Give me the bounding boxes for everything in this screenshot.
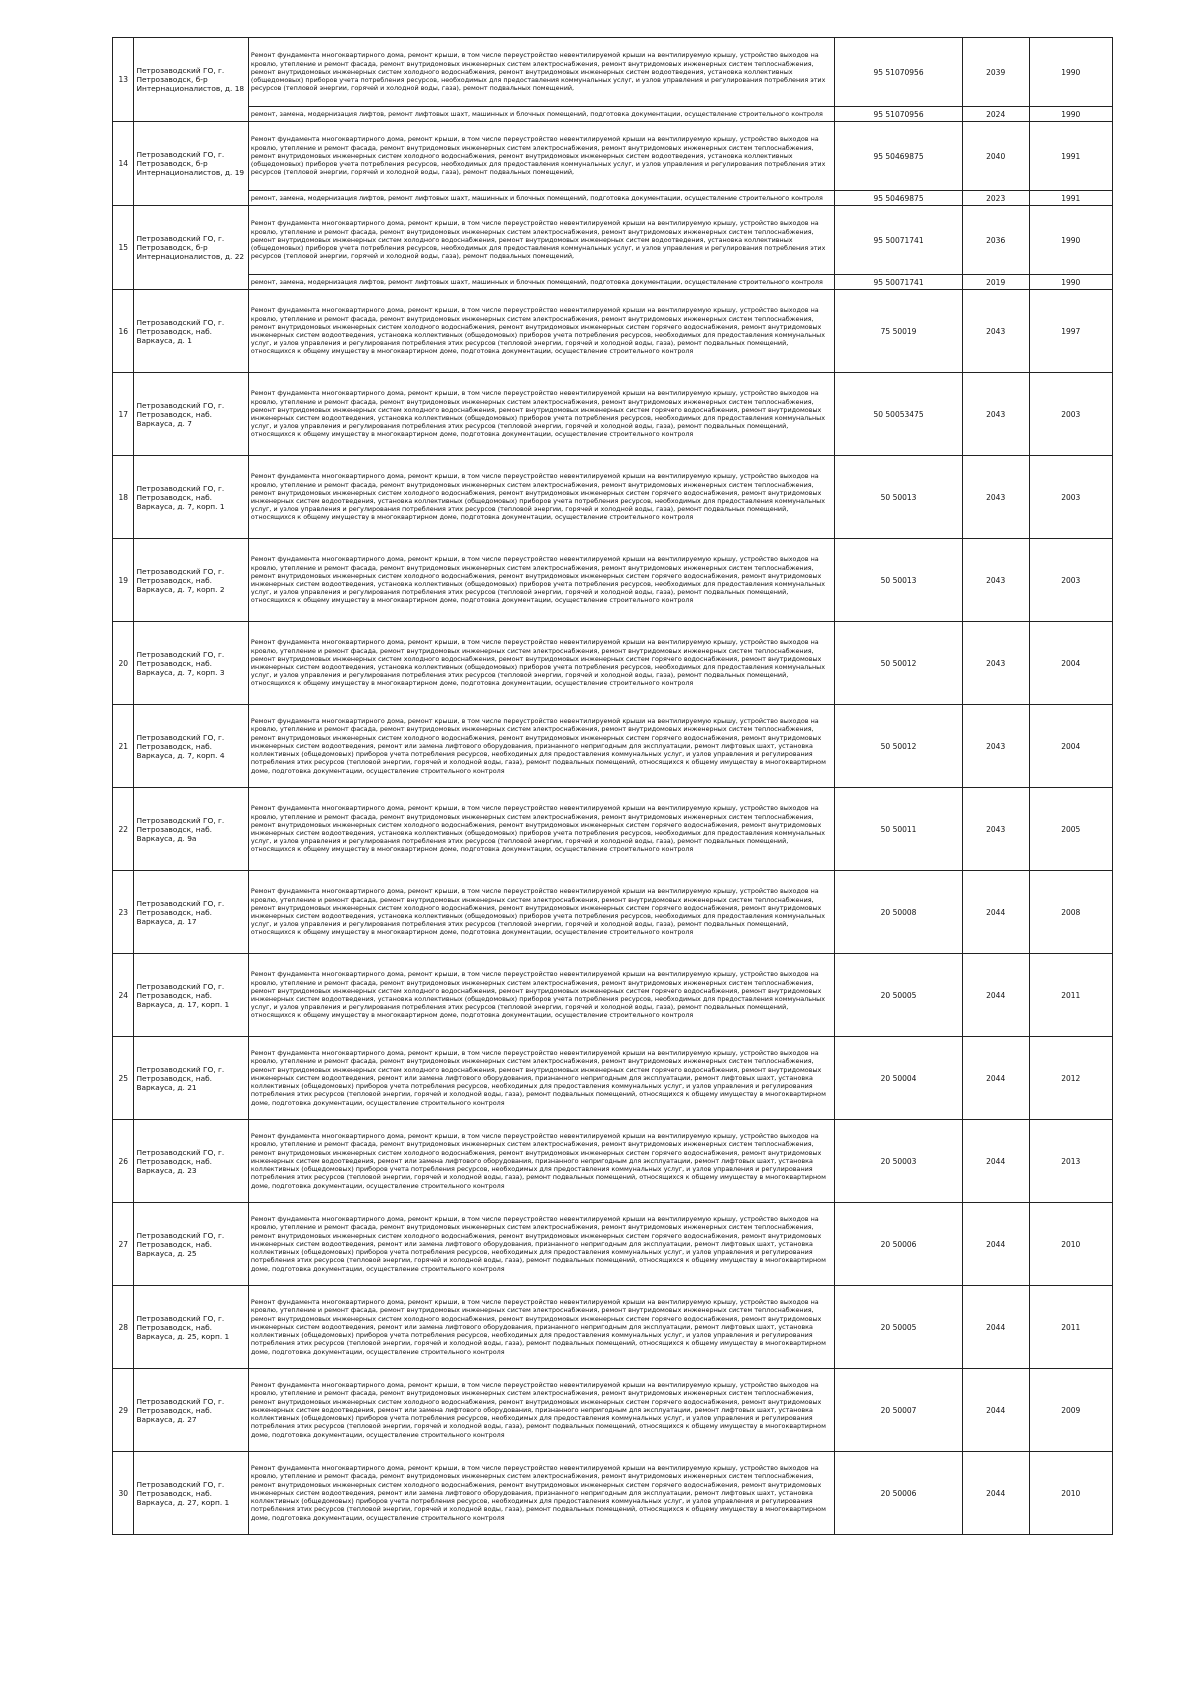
year-built: 1991 [1029,191,1112,206]
row-number: 23 [113,871,134,954]
house-address: Петрозаводский ГО, г. Петрозаводск, наб. Варкауса, д. 17 [134,871,248,954]
planned-year: 2044 [962,954,1029,1037]
house-address: Петрозаводский ГО, г. Петрозаводск, наб. Варкауса, д. 23 [134,1120,248,1203]
works-description: Ремонт фундамента многоквартирного дома, ремонт крыши, в том числе переустройство невентилируемой крыши на вентилируемую крышу, устройство выходов на кровлю, утепление и ремонт фасада, ремонт внутридомовых инженерных систем электроснабжения, ремонт внутридомовых инженерных систем теплоснабжения, ремонт внутридомовых инженерных систем холодного водоснабжения, ремонт внутридомовых инженерных систем горячего водоснабжения, ремонт внутридомовых инженерных систем водоотведения, ремонт или замена лифтового оборудования, признанного непригодным для эксплуатации, ремонт лифтовых шахт, установка коллективных (общедомовых) приборов учета потребления ресурсов, необходимых для предоставления коммунальных услуг, и узлов управления и регулирования потребления этих ресурсов (тепловой энергии, горячей и холодной воды, газа), ремонт подвальных помещений, относящихся к общему имуществу в многоквартирном доме, подготовка документации, осуществление строительного контроля [248,1286,834,1369]
house-address: Петрозаводский ГО, г. Петрозаводск, наб. Варкауса, д. 7, корп. 2 [134,539,248,622]
year-built: 2003 [1029,456,1112,539]
planned-year: 2043 [962,788,1029,871]
table-row [113,456,1113,539]
year-built: 2010 [1029,1452,1112,1535]
table-row [113,1203,1113,1286]
year-built: 2003 [1029,373,1112,456]
works-description: Ремонт фундамента многоквартирного дома, ремонт крыши, в том числе переустройство невентилируемой крыши на вентилируемую крышу, устройство выходов на кровлю, утепление и ремонт фасада, ремонт внутридомовых инженерных систем электроснабжения, ремонт внутридомовых инженерных систем теплоснабжения, ремонт внутридомовых инженерных систем холодного водоснабжения, ремонт внутридомовых инженерных систем горячего водоснабжения, ремонт внутридомовых инженерных систем водоотведения, установка коллективных (общедомовых) приборов учета потребления ресурсов, необходимых для предоставления коммунальных услуг, и узлов управления и регулирования потребления этих ресурсов (тепловой энергии, горячей и холодной воды, газа), ремонт подвальных помещений, относящихся к общему имуществу в многоквартирном доме, подготовка документации, осуществление строительного контроля [248,456,834,539]
year-built: 2005 [1029,788,1112,871]
planned-year: 2044 [962,1369,1029,1452]
year-built: 2008 [1029,871,1112,954]
house-code: 50 50013 [835,456,963,539]
house-code: 50 50053475 [835,373,963,456]
row-number: 29 [113,1369,134,1452]
works-description: ремонт, замена, модернизация лифтов, ремонт лифтовых шахт, машинных и блочных помещений, подготовка документации, осуществление строительного контроля [248,107,834,122]
works-description: Ремонт фундамента многоквартирного дома, ремонт крыши, в том числе переустройство невентилируемой крыши на вентилируемую крышу, устройство выходов на кровлю, утепление и ремонт фасада, ремонт внутридомовых инженерных систем электроснабжения, ремонт внутридомовых инженерных систем теплоснабжения, ремонт внутридомовых инженерных систем холодного водоснабжения, ремонт внутридомовых инженерных систем горячего водоснабжения, ремонт внутридомовых инженерных систем водоотведения, установка коллективных (общедомовых) приборов учета потребления ресурсов, необходимых для предоставления коммунальных услуг, и узлов управления и регулирования потребления этих ресурсов (тепловой энергии, горячей и холодной воды, газа), ремонт подвальных помещений, относящихся к общему имуществу в многоквартирном доме, подготовка документации, осуществление строительного контроля [248,373,834,456]
year-built: 2003 [1029,539,1112,622]
house-code: 95 51070956 [835,107,963,122]
planned-year: 2043 [962,622,1029,705]
house-address: Петрозаводский ГО, г. Петрозаводск, наб. Варкауса, д. 9а [134,788,248,871]
year-built: 2011 [1029,954,1112,1037]
row-number: 28 [113,1286,134,1369]
row-number: 17 [113,373,134,456]
house-code: 50 50013 [835,539,963,622]
year-built: 1990 [1029,107,1112,122]
house-address: Петрозаводский ГО, г. Петрозаводск, наб. Варкауса, д. 17, корп. 1 [134,954,248,1037]
year-built: 2004 [1029,622,1112,705]
house-address: Петрозаводский ГО, г. Петрозаводск, наб. Варкауса, д. 25, корп. 1 [134,1286,248,1369]
table-row [113,871,1113,954]
table-row [113,122,1113,191]
house-address: Петрозаводский ГО, г. Петрозаводск, б-р Интернационалистов, д. 19 [134,122,248,206]
planned-year: 2039 [962,38,1029,107]
row-number: 21 [113,705,134,788]
planned-year: 2044 [962,871,1029,954]
row-number: 15 [113,206,134,290]
year-built: 2011 [1029,1286,1112,1369]
year-built: 1990 [1029,38,1112,107]
year-built: 2012 [1029,1037,1112,1120]
planned-year: 2023 [962,191,1029,206]
works-description: Ремонт фундамента многоквартирного дома, ремонт крыши, в том числе переустройство невентилируемой крыши на вентилируемую крышу, устройство выходов на кровлю, утепление и ремонт фасада, ремонт внутридомовых инженерных систем электроснабжения, ремонт внутридомовых инженерных систем теплоснабжения, ремонт внутридомовых инженерных систем холодного водоснабжения, ремонт внутридомовых инженерных систем водоотведения, установка коллективных (общедомовых) приборов учета потребления ресурсов, необходимых для предоставления коммунальных услуг, и узлов управления и регулирования потребления этих ресурсов (тепловой энергии, горячей и холодной воды, газа), ремонт подвальных помещений, [248,38,834,107]
works-description: Ремонт фундамента многоквартирного дома, ремонт крыши, в том числе переустройство невентилируемой крыши на вентилируемую крышу, устройство выходов на кровлю, утепление и ремонт фасада, ремонт внутридомовых инженерных систем электроснабжения, ремонт внутридомовых инженерных систем теплоснабжения, ремонт внутридомовых инженерных систем холодного водоснабжения, ремонт внутридомовых инженерных систем горячего водоснабжения, ремонт внутридомовых инженерных систем водоотведения, ремонт или замена лифтового оборудования, признанного непригодным для эксплуатации, ремонт лифтовых шахт, установка коллективных (общедомовых) приборов учета потребления ресурсов, необходимых для предоставления коммунальных услуг, и узлов управления и регулирования потребления этих ресурсов (тепловой энергии, горячей и холодной воды, газа), ремонт подвальных помещений, относящихся к общему имуществу в многоквартирном доме, подготовка документации, осуществление строительного контроля [248,1037,834,1120]
house-code: 50 50011 [835,788,963,871]
works-description: Ремонт фундамента многоквартирного дома, ремонт крыши, в том числе переустройство невентилируемой крыши на вентилируемую крышу, устройство выходов на кровлю, утепление и ремонт фасада, ремонт внутридомовых инженерных систем электроснабжения, ремонт внутридомовых инженерных систем теплоснабжения, ремонт внутридомовых инженерных систем холодного водоснабжения, ремонт внутридомовых инженерных систем водоотведения, установка коллективных (общедомовых) приборов учета потребления ресурсов, необходимых для предоставления коммунальных услуг, и узлов управления и регулирования потребления этих ресурсов (тепловой энергии, горячей и холодной воды, газа), ремонт подвальных помещений, [248,122,834,191]
house-code: 95 50071741 [835,206,963,275]
house-code: 20 50005 [835,954,963,1037]
house-address: Петрозаводский ГО, г. Петрозаводск, наб. Варкауса, д. 21 [134,1037,248,1120]
planned-year: 2043 [962,705,1029,788]
planned-year: 2040 [962,122,1029,191]
planned-year: 2043 [962,373,1029,456]
table-row [113,191,1113,206]
row-number: 27 [113,1203,134,1286]
house-code: 50 50012 [835,622,963,705]
table-row [113,788,1113,871]
table-row [113,1120,1113,1203]
works-description: Ремонт фундамента многоквартирного дома, ремонт крыши, в том числе переустройство невентилируемой крыши на вентилируемую крышу, устройство выходов на кровлю, утепление и ремонт фасада, ремонт внутридомовых инженерных систем электроснабжения, ремонт внутридомовых инженерных систем теплоснабжения, ремонт внутридомовых инженерных систем холодного водоснабжения, ремонт внутридомовых инженерных систем горячего водоснабжения, ремонт внутридомовых инженерных систем водоотведения, ремонт или замена лифтового оборудования, признанного непригодным для эксплуатации, ремонт лифтовых шахт, установка коллективных (общедомовых) приборов учета потребления ресурсов, необходимых для предоставления коммунальных услуг, и узлов управления и регулирования потребления этих ресурсов (тепловой энергии, горячей и холодной воды, газа), ремонт подвальных помещений, относящихся к общему имуществу в многоквартирном доме, подготовка документации, осуществление строительного контроля [248,1120,834,1203]
works-description: Ремонт фундамента многоквартирного дома, ремонт крыши, в том числе переустройство невентилируемой крыши на вентилируемую крышу, устройство выходов на кровлю, утепление и ремонт фасада, ремонт внутридомовых инженерных систем электроснабжения, ремонт внутридомовых инженерных систем теплоснабжения, ремонт внутридомовых инженерных систем холодного водоснабжения, ремонт внутридомовых инженерных систем горячего водоснабжения, ремонт внутридомовых инженерных систем водоотведения, ремонт или замена лифтового оборудования, признанного непригодным для эксплуатации, ремонт лифтовых шахт, установка коллективных (общедомовых) приборов учета потребления ресурсов, необходимых для предоставления коммунальных услуг, и узлов управления и регулирования потребления этих ресурсов (тепловой энергии, горячей и холодной воды, газа), ремонт подвальных помещений, относящихся к общему имуществу в многоквартирном доме, подготовка документации, осуществление строительного контроля [248,1203,834,1286]
house-code: 20 50006 [835,1452,963,1535]
house-address: Петрозаводский ГО, г. Петрозаводск, б-р Интернационалистов, д. 22 [134,206,248,290]
works-description: Ремонт фундамента многоквартирного дома, ремонт крыши, в том числе переустройство невентилируемой крыши на вентилируемую крышу, устройство выходов на кровлю, утепление и ремонт фасада, ремонт внутридомовых инженерных систем электроснабжения, ремонт внутридомовых инженерных систем теплоснабжения, ремонт внутридомовых инженерных систем холодного водоснабжения, ремонт внутридомовых инженерных систем водоотведения, установка коллективных (общедомовых) приборов учета потребления ресурсов, необходимых для предоставления коммунальных услуг, и узлов управления и регулирования потребления этих ресурсов (тепловой энергии, горячей и холодной воды, газа), ремонт подвальных помещений, [248,206,834,275]
table-row [113,290,1113,373]
works-description: Ремонт фундамента многоквартирного дома, ремонт крыши, в том числе переустройство невентилируемой крыши на вентилируемую крышу, устройство выходов на кровлю, утепление и ремонт фасада, ремонт внутридомовых инженерных систем электроснабжения, ремонт внутридомовых инженерных систем теплоснабжения, ремонт внутридомовых инженерных систем холодного водоснабжения, ремонт внутридомовых инженерных систем горячего водоснабжения, ремонт внутридомовых инженерных систем водоотведения, установка коллективных (общедомовых) приборов учета потребления ресурсов, необходимых для предоставления коммунальных услуг, и узлов управления и регулирования потребления этих ресурсов (тепловой энергии, горячей и холодной воды, газа), ремонт подвальных помещений, относящихся к общему имуществу в многоквартирном доме, подготовка документации, осуществление строительного контроля [248,788,834,871]
works-description: Ремонт фундамента многоквартирного дома, ремонт крыши, в том числе переустройство невентилируемой крыши на вентилируемую крышу, устройство выходов на кровлю, утепление и ремонт фасада, ремонт внутридомовых инженерных систем электроснабжения, ремонт внутридомовых инженерных систем теплоснабжения, ремонт внутридомовых инженерных систем холодного водоснабжения, ремонт внутридомовых инженерных систем горячего водоснабжения, ремонт внутридомовых инженерных систем водоотведения, установка коллективных (общедомовых) приборов учета потребления ресурсов, необходимых для предоставления коммунальных услуг, и узлов управления и регулирования потребления этих ресурсов (тепловой энергии, горячей и холодной воды, газа), ремонт подвальных помещений, относящихся к общему имуществу в многоквартирном доме, подготовка документации, осуществление строительного контроля [248,539,834,622]
house-code: 95 50071741 [835,275,963,290]
works-description: Ремонт фундамента многоквартирного дома, ремонт крыши, в том числе переустройство невентилируемой крыши на вентилируемую крышу, устройство выходов на кровлю, утепление и ремонт фасада, ремонт внутридомовых инженерных систем электроснабжения, ремонт внутридомовых инженерных систем теплоснабжения, ремонт внутридомовых инженерных систем холодного водоснабжения, ремонт внутридомовых инженерных систем горячего водоснабжения, ремонт внутридомовых инженерных систем водоотведения, ремонт или замена лифтового оборудования, признанного непригодным для эксплуатации, ремонт лифтовых шахт, установка коллективных (общедомовых) приборов учета потребления ресурсов, необходимых для предоставления коммунальных услуг, и узлов управления и регулирования потребления этих ресурсов (тепловой энергии, горячей и холодной воды, газа), ремонт подвальных помещений, относящихся к общему имуществу в многоквартирном доме, подготовка документации, осуществление строительного контроля [248,1369,834,1452]
works-description: Ремонт фундамента многоквартирного дома, ремонт крыши, в том числе переустройство невентилируемой крыши на вентилируемую крышу, устройство выходов на кровлю, утепление и ремонт фасада, ремонт внутридомовых инженерных систем электроснабжения, ремонт внутридомовых инженерных систем теплоснабжения, ремонт внутридомовых инженерных систем холодного водоснабжения, ремонт внутридомовых инженерных систем горячего водоснабжения, ремонт внутридомовых инженерных систем водоотведения, установка коллективных (общедомовых) приборов учета потребления ресурсов, необходимых для предоставления коммунальных услуг, и узлов управления и регулирования потребления этих ресурсов (тепловой энергии, горячей и холодной воды, газа), ремонт подвальных помещений, относящихся к общему имуществу в многоквартирном доме, подготовка документации, осуществление строительного контроля [248,622,834,705]
row-number: 30 [113,1452,134,1535]
house-code: 20 50004 [835,1037,963,1120]
house-code: 20 50003 [835,1120,963,1203]
row-number: 24 [113,954,134,1037]
year-built: 2013 [1029,1120,1112,1203]
table-row [113,1452,1113,1535]
planned-year: 2044 [962,1286,1029,1369]
table-row [113,539,1113,622]
planned-year: 2044 [962,1452,1029,1535]
works-description: Ремонт фундамента многоквартирного дома, ремонт крыши, в том числе переустройство невентилируемой крыши на вентилируемую крышу, устройство выходов на кровлю, утепление и ремонт фасада, ремонт внутридомовых инженерных систем электроснабжения, ремонт внутридомовых инженерных систем теплоснабжения, ремонт внутридомовых инженерных систем холодного водоснабжения, ремонт внутридомовых инженерных систем горячего водоснабжения, ремонт внутридомовых инженерных систем водоотведения, установка коллективных (общедомовых) приборов учета потребления ресурсов, необходимых для предоставления коммунальных услуг, и узлов управления и регулирования потребления этих ресурсов (тепловой энергии, горячей и холодной воды, газа), ремонт подвальных помещений, относящихся к общему имуществу в многоквартирном доме, подготовка документации, осуществление строительного контроля [248,954,834,1037]
works-description: ремонт, замена, модернизация лифтов, ремонт лифтовых шахт, машинных и блочных помещений, подготовка документации, осуществление строительного контроля [248,191,834,206]
works-description: ремонт, замена, модернизация лифтов, ремонт лифтовых шахт, машинных и блочных помещений, подготовка документации, осуществление строительного контроля [248,275,834,290]
house-code: 20 50008 [835,871,963,954]
house-address: Петрозаводский ГО, г. Петрозаводск, наб. Варкауса, д. 27 [134,1369,248,1452]
table-row [113,622,1113,705]
house-address: Петрозаводский ГО, г. Петрозаводск, наб. Варкауса, д. 25 [134,1203,248,1286]
house-address: Петрозаводский ГО, г. Петрозаводск, наб. Варкауса, д. 7 [134,373,248,456]
house-code: 95 50469875 [835,191,963,206]
table-row [113,206,1113,275]
works-description: Ремонт фундамента многоквартирного дома, ремонт крыши, в том числе переустройство невентилируемой крыши на вентилируемую крышу, устройство выходов на кровлю, утепление и ремонт фасада, ремонт внутридомовых инженерных систем электроснабжения, ремонт внутридомовых инженерных систем теплоснабжения, ремонт внутридомовых инженерных систем холодного водоснабжения, ремонт внутридомовых инженерных систем горячего водоснабжения, ремонт внутридомовых инженерных систем водоотведения, установка коллективных (общедомовых) приборов учета потребления ресурсов, необходимых для предоставления коммунальных услуг, и узлов управления и регулирования потребления этих ресурсов (тепловой энергии, горячей и холодной воды, газа), ремонт подвальных помещений, относящихся к общему имуществу в многоквартирном доме, подготовка документации, осуществление строительного контроля [248,290,834,373]
table-row [113,107,1113,122]
house-code: 75 50019 [835,290,963,373]
table-body [113,38,1113,1535]
year-built: 1990 [1029,275,1112,290]
house-code: 20 50005 [835,1286,963,1369]
planned-year: 2036 [962,206,1029,275]
planned-year: 2043 [962,456,1029,539]
year-built: 2009 [1029,1369,1112,1452]
planned-year: 2019 [962,275,1029,290]
row-number: 16 [113,290,134,373]
house-code: 50 50012 [835,705,963,788]
table-row [113,1369,1113,1452]
house-address: Петрозаводский ГО, г. Петрозаводск, наб. Варкауса, д. 7, корп. 1 [134,456,248,539]
works-description: Ремонт фундамента многоквартирного дома, ремонт крыши, в том числе переустройство невентилируемой крыши на вентилируемую крышу, устройство выходов на кровлю, утепление и ремонт фасада, ремонт внутридомовых инженерных систем электроснабжения, ремонт внутридомовых инженерных систем теплоснабжения, ремонт внутридомовых инженерных систем холодного водоснабжения, ремонт внутридомовых инженерных систем горячего водоснабжения, ремонт внутридомовых инженерных систем водоотведения, установка коллективных (общедомовых) приборов учета потребления ресурсов, необходимых для предоставления коммунальных услуг, и узлов управления и регулирования потребления этих ресурсов (тепловой энергии, горячей и холодной воды, газа), ремонт подвальных помещений, относящихся к общему имуществу в многоквартирном доме, подготовка документации, осуществление строительного контроля [248,871,834,954]
table-row [113,1037,1113,1120]
works-description: Ремонт фундамента многоквартирного дома, ремонт крыши, в том числе переустройство невентилируемой крыши на вентилируемую крышу, устройство выходов на кровлю, утепление и ремонт фасада, ремонт внутридомовых инженерных систем электроснабжения, ремонт внутридомовых инженерных систем теплоснабжения, ремонт внутридомовых инженерных систем холодного водоснабжения, ремонт внутридомовых инженерных систем горячего водоснабжения, ремонт внутридомовых инженерных систем водоотведения, ремонт или замена лифтового оборудования, признанного непригодным для эксплуатации, ремонт лифтовых шахт, установка коллективных (общедомовых) приборов учета потребления ресурсов, необходимых для предоставления коммунальных услуг, и узлов управления и регулирования потребления этих ресурсов (тепловой энергии, горячей и холодной воды, газа), ремонт подвальных помещений, относящихся к общему имуществу в многоквартирном доме, подготовка документации, осуществление строительного контроля [248,705,834,788]
house-address: Петрозаводский ГО, г. Петрозаводск, б-р Интернационалистов, д. 18 [134,38,248,122]
planned-year: 2044 [962,1203,1029,1286]
year-built: 2010 [1029,1203,1112,1286]
table-row [113,1286,1113,1369]
year-built: 1997 [1029,290,1112,373]
year-built: 1990 [1029,206,1112,275]
house-code: 20 50006 [835,1203,963,1286]
row-number: 14 [113,122,134,206]
house-address: Петрозаводский ГО, г. Петрозаводск, наб. Варкауса, д. 7, корп. 3 [134,622,248,705]
year-built: 2004 [1029,705,1112,788]
table-row [113,275,1113,290]
capital-repair-table [112,37,1113,1535]
works-description: Ремонт фундамента многоквартирного дома, ремонт крыши, в том числе переустройство невентилируемой крыши на вентилируемую крышу, устройство выходов на кровлю, утепление и ремонт фасада, ремонт внутридомовых инженерных систем электроснабжения, ремонт внутридомовых инженерных систем теплоснабжения, ремонт внутридомовых инженерных систем холодного водоснабжения, ремонт внутридомовых инженерных систем горячего водоснабжения, ремонт внутридомовых инженерных систем водоотведения, ремонт или замена лифтового оборудования, признанного непригодным для эксплуатации, ремонт лифтовых шахт, установка коллективных (общедомовых) приборов учета потребления ресурсов, необходимых для предоставления коммунальных услуг, и узлов управления и регулирования потребления этих ресурсов (тепловой энергии, горячей и холодной воды, газа), ремонт подвальных помещений, относящихся к общему имуществу в многоквартирном доме, подготовка документации, осуществление строительного контроля [248,1452,834,1535]
planned-year: 2024 [962,107,1029,122]
row-number: 25 [113,1037,134,1120]
planned-year: 2044 [962,1037,1029,1120]
house-code: 95 51070956 [835,38,963,107]
table-row [113,705,1113,788]
row-number: 19 [113,539,134,622]
row-number: 18 [113,456,134,539]
row-number: 13 [113,38,134,122]
year-built: 1991 [1029,122,1112,191]
table-row [113,954,1113,1037]
planned-year: 2044 [962,1120,1029,1203]
house-code: 95 50469875 [835,122,963,191]
planned-year: 2043 [962,290,1029,373]
house-address: Петрозаводский ГО, г. Петрозаводск, наб. Варкауса, д. 7, корп. 4 [134,705,248,788]
table-row [113,38,1113,107]
row-number: 26 [113,1120,134,1203]
house-code: 20 50007 [835,1369,963,1452]
table-row [113,373,1113,456]
row-number: 22 [113,788,134,871]
planned-year: 2043 [962,539,1029,622]
house-address: Петрозаводский ГО, г. Петрозаводск, наб. Варкауса, д. 1 [134,290,248,373]
house-address: Петрозаводский ГО, г. Петрозаводск, наб. Варкауса, д. 27, корп. 1 [134,1452,248,1535]
row-number: 20 [113,622,134,705]
